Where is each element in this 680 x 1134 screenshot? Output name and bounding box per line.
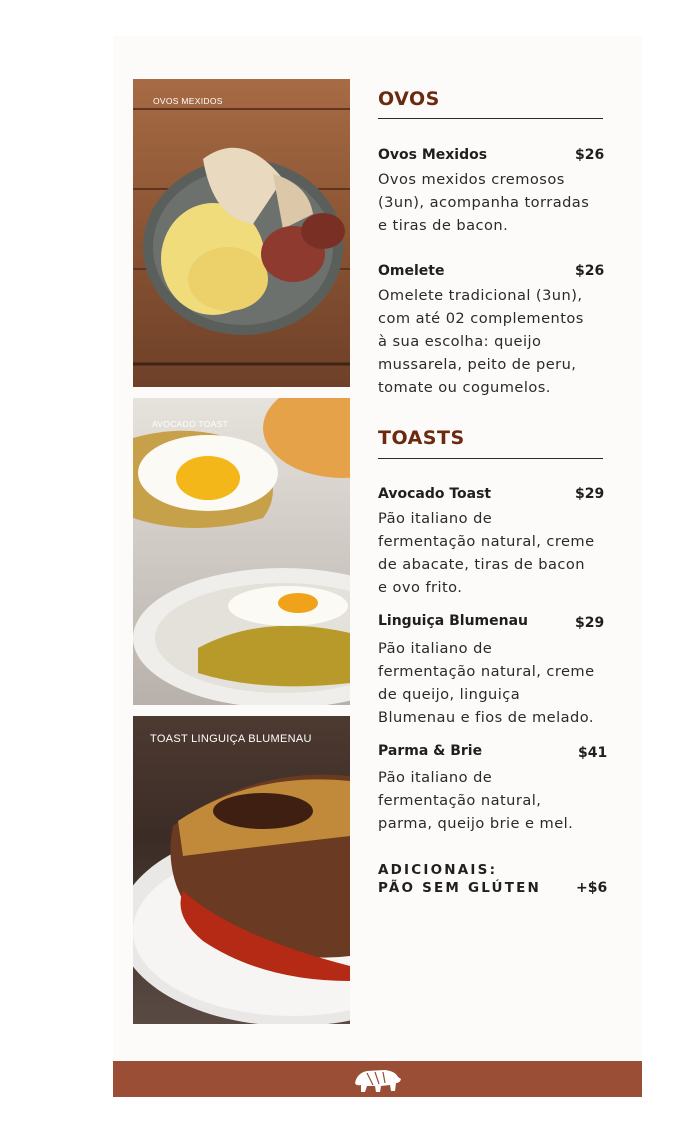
description-line: Pão italiano de bbox=[378, 769, 493, 786]
description-line: fermentação natural, bbox=[378, 792, 542, 809]
item-description bbox=[378, 507, 608, 599]
description-line: de queijo, linguiça bbox=[378, 686, 521, 703]
description-line: de abacate, tiras de bacon bbox=[378, 556, 585, 573]
section-title-ovos: OVOS bbox=[378, 88, 440, 110]
description-line: parma, queijo brie e mel. bbox=[378, 815, 574, 832]
photo-toast-linguica bbox=[133, 716, 350, 1024]
avocado-toast-illustration bbox=[133, 398, 350, 705]
bear-icon bbox=[351, 1065, 403, 1095]
photo-label: OVOS MEXIDOS bbox=[153, 96, 223, 106]
description-line: Blumenau e fios de melado. bbox=[378, 709, 594, 726]
item-price: $26 bbox=[575, 263, 605, 279]
photo-label: AVOCADO TOAST bbox=[152, 419, 229, 429]
item-description bbox=[378, 637, 608, 729]
ovos-mexidos-illustration bbox=[133, 79, 350, 387]
description-line: tomate ou cogumelos. bbox=[378, 379, 551, 396]
photo-label: TOAST LINGUIÇA BLUMENAU bbox=[150, 733, 312, 745]
item-description bbox=[378, 168, 608, 237]
item-price: $41 bbox=[578, 745, 608, 761]
description-line: com até 02 complementos bbox=[378, 310, 584, 327]
description-line: e ovo frito. bbox=[378, 579, 463, 596]
item-description bbox=[378, 284, 608, 399]
item-name: Ovos Mexidos bbox=[378, 147, 488, 163]
description-line: mussarela, peito de peru, bbox=[378, 356, 577, 373]
addon-price: +$6 bbox=[576, 880, 608, 896]
item-price: $26 bbox=[575, 147, 605, 163]
item-name: Avocado Toast bbox=[378, 486, 492, 502]
addons-heading: ADICIONAIS: bbox=[378, 862, 498, 878]
section-title-toasts: TOASTS bbox=[378, 427, 465, 449]
description-line: fermentação natural, creme bbox=[378, 663, 595, 680]
description-line: (3un), acompanha torradas bbox=[378, 194, 590, 211]
section-divider bbox=[378, 118, 603, 119]
addon-item: PÃO SEM GLÚTEN bbox=[378, 880, 542, 896]
item-description bbox=[378, 766, 608, 835]
toast-linguica-illustration bbox=[133, 716, 350, 1024]
item-name: Parma & Brie bbox=[378, 743, 483, 759]
item-name: Linguiça Blumenau bbox=[378, 613, 528, 629]
item-price: $29 bbox=[575, 615, 605, 631]
photo-ovos-mexidos bbox=[133, 79, 350, 387]
description-line: fermentação natural, creme bbox=[378, 533, 595, 550]
description-line: Pão italiano de bbox=[378, 510, 493, 527]
description-line: Ovos mexidos cremosos bbox=[378, 171, 565, 188]
description-line: Pão italiano de bbox=[378, 640, 493, 657]
description-line: e tiras de bacon. bbox=[378, 217, 509, 234]
item-name: Omelete bbox=[378, 263, 445, 279]
photo-avocado-toast bbox=[133, 398, 350, 705]
section-divider bbox=[378, 458, 603, 459]
description-line: Omelete tradicional (3un), bbox=[378, 287, 583, 304]
item-price: $29 bbox=[575, 486, 605, 502]
description-line: à sua escolha: queijo bbox=[378, 333, 542, 350]
footer-bar bbox=[113, 1061, 642, 1097]
